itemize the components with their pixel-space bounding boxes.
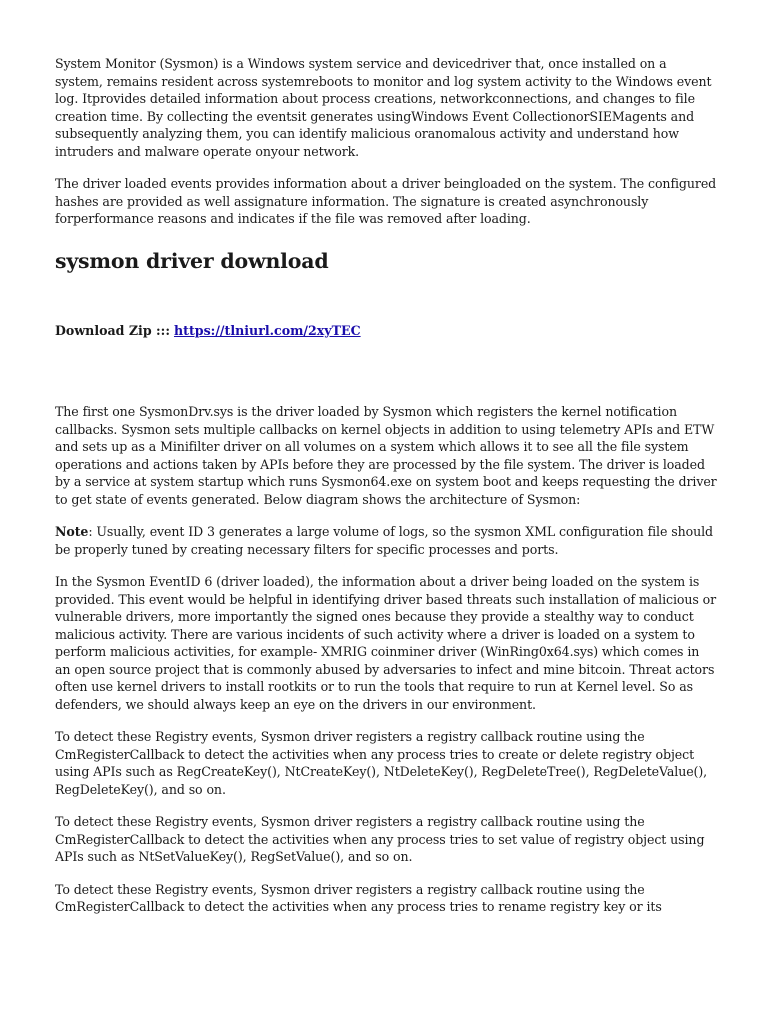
sysmondrv-paragraph: The first one SysmonDrv.sys is the driver loaded by Sysmon which registers the kernel notification callbacks. Sysmon sets multiple callbacks on kernel objects in addition to using telemetry APIs and ETW and sets up as a Minifilter driver on all volumes on a system which allows it to see all the file system operations and actions taken by APIs before they are processed by the file system. The driver is loaded by a service at system startup which runs Sysmon64.exe on system boot and keeps requesting the driver to get state of events generated. Below diagram shows the architecture of Sysmon: (55, 404, 717, 507)
section-heading: sysmon driver download (55, 248, 329, 273)
event-id-6-paragraph: In the Sysmon EventID 6 (driver loaded), the information about a driver being loaded on the system is provided. This event would be helpful in identifying driver based threats such installation of malicious or vulnerable drivers, more importantly the signed ones because they provide a stealthy way to conduct malicious activity. There are various incidents of such activity where a driver is loaded on a system to perform malicious activities, for example- XMRIG coinminer driver (WinRing0x64.sys) which comes in an open source project that is commonly abused by adversaries to infect and mine bitcoin. Threat actors often use kernel drivers to install rootkits or to run the tools that require to run at Kernel level. So as defenders, we should always keep an eye on the drivers in our environment. (55, 574, 717, 712)
registry-set-paragraph: To detect these Registry events, Sysmon driver registers a registry callback routine using the CmRegisterCallback to detect the activities when any process tries to set value of registry object using APIs such as NtSetValueKey(), RegSetValue(), and so on. (55, 814, 705, 864)
download-row (55, 322, 717, 340)
registry-rename-paragraph: To detect these Registry events, Sysmon driver registers a registry callback routine using the CmRegisterCallback to detect the activities when any process tries to rename registry key or its (55, 881, 662, 914)
document-page (55, 55, 717, 916)
registry-create-paragraph: To detect these Registry events, Sysmon driver registers a registry callback routine using the CmRegisterCallback to detect the activities when any process tries to create or delete registry object using APIs such as RegCreateKey(), NtCreateKey(), NtDeleteKey(), RegDeleteTree(), RegDeleteValue(), RegDeleteKey(), and so on. (55, 729, 708, 797)
intro-paragraph: System Monitor (Sysmon) is a Windows system service and devicedriver that, once installed on a system, remains resident across systemreboots to monitor and log system activity to the Windows event log. Itprovides detailed information about process creations, networkconnections, and changes to file creation time. By collecting the eventsit generates usingWindows Event CollectionorSIEMagents and subsequently analyzing them, you can identify malicious oranomalous activity and understand how intruders and malware operate onyour network. (55, 56, 712, 159)
download-link[interactable]: https://tlniurl.com/2xyTEC (173, 322, 361, 338)
note-label: Note (55, 524, 89, 539)
note-paragraph (55, 523, 717, 558)
download-label: Download Zip ::: (55, 322, 170, 338)
driver-loaded-paragraph: The driver loaded events provides information about a driver beingloaded on the system. The configured hashes are provided as well assignature information. The signature is created asynchronously forperformance reasons and indicates if the file was removed after loading. (55, 176, 717, 226)
note-text: : Usually, event ID 3 generates a large volume of logs, so the sysmon XML configuration file should be properly tuned by creating necessary filters for specific processes and ports. (55, 524, 714, 557)
